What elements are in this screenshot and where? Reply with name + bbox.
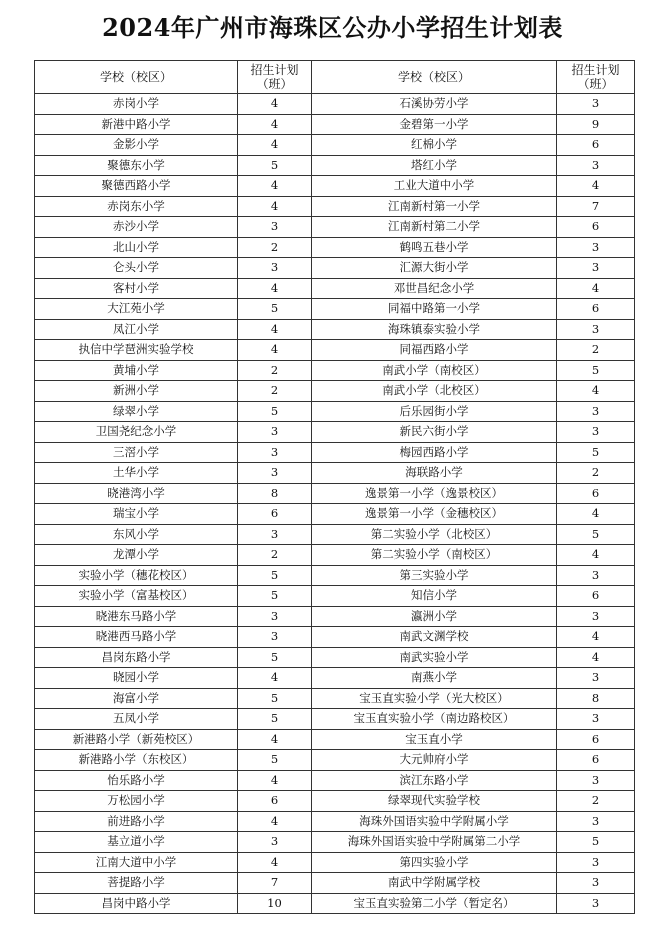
school-name-right: 海珠外国语实验中学附属第二小学 (312, 832, 557, 853)
page-title: 2024年广州市海珠区公办小学招生计划表 (102, 13, 563, 42)
plan-count-left: 6 (238, 791, 312, 812)
school-name-right: 绿翠现代实验学校 (312, 791, 557, 812)
plan-count-right: 5 (557, 832, 635, 853)
plan-count-left: 2 (238, 381, 312, 402)
plan-count-left: 3 (238, 606, 312, 627)
plan-count-left: 7 (238, 873, 312, 894)
school-name-left: 前进路小学 (35, 811, 238, 832)
plan-count-right: 3 (557, 709, 635, 730)
school-name-left: 赤沙小学 (35, 217, 238, 238)
plan-count-right: 6 (557, 299, 635, 320)
plan-count-right: 4 (557, 176, 635, 197)
plan-count-left: 2 (238, 360, 312, 381)
school-name-right: 梅园西路小学 (312, 442, 557, 463)
plan-count-left: 4 (238, 319, 312, 340)
school-name-left: 五凤小学 (35, 709, 238, 730)
school-name-left: 三滘小学 (35, 442, 238, 463)
plan-count-left: 4 (238, 135, 312, 156)
school-name-left: 晓港西马路小学 (35, 627, 238, 648)
plan-count-right: 2 (557, 340, 635, 361)
school-name-right: 第二实验小学（北校区） (312, 524, 557, 545)
plan-count-left: 3 (238, 217, 312, 238)
school-name-left: 绿翠小学 (35, 401, 238, 422)
plan-count-right: 3 (557, 94, 635, 115)
table-header-row (35, 61, 635, 94)
school-name-left: 执信中学琶洲实验学校 (35, 340, 238, 361)
table-row (35, 94, 635, 115)
plan-count-right: 3 (557, 565, 635, 586)
table-row (35, 483, 635, 504)
plan-count-right: 3 (557, 852, 635, 873)
school-name-left: 聚德西路小学 (35, 176, 238, 197)
plan-count-right: 3 (557, 770, 635, 791)
table-row (35, 893, 635, 914)
plan-count-right: 3 (557, 401, 635, 422)
school-name-right: 宝玉直实验小学（南边路校区） (312, 709, 557, 730)
plan-count-left: 3 (238, 832, 312, 853)
school-name-right: 金碧第一小学 (312, 114, 557, 135)
plan-count-left: 4 (238, 668, 312, 689)
school-name-right: 海珠镇泰实验小学 (312, 319, 557, 340)
table-row (35, 278, 635, 299)
plan-count-left: 5 (238, 401, 312, 422)
plan-count-left: 5 (238, 299, 312, 320)
school-name-right: 宝玉直实验第二小学（暂定名） (312, 893, 557, 914)
plan-count-left: 8 (238, 483, 312, 504)
school-name-left: 基立道小学 (35, 832, 238, 853)
school-name-left: 怡乐路小学 (35, 770, 238, 791)
table-row (35, 463, 635, 484)
plan-count-right: 4 (557, 278, 635, 299)
school-name-left: 聚德东小学 (35, 155, 238, 176)
header-plan-right-line1: 招生计划 (571, 63, 620, 77)
plan-count-left: 4 (238, 114, 312, 135)
table-row (35, 524, 635, 545)
school-name-right: 红棉小学 (312, 135, 557, 156)
school-name-right: 汇源大街小学 (312, 258, 557, 279)
plan-count-right: 4 (557, 504, 635, 525)
plan-count-left: 4 (238, 196, 312, 217)
school-name-right: 逸景第一小学（金穗校区） (312, 504, 557, 525)
table-row (35, 791, 635, 812)
plan-count-right: 6 (557, 750, 635, 771)
plan-count-right: 5 (557, 360, 635, 381)
plan-count-left: 3 (238, 463, 312, 484)
school-name-right: 海联路小学 (312, 463, 557, 484)
school-name-left: 新洲小学 (35, 381, 238, 402)
school-name-right: 第三实验小学 (312, 565, 557, 586)
plan-count-left: 3 (238, 258, 312, 279)
table-row (35, 709, 635, 730)
table-row (35, 565, 635, 586)
school-name-left: 新港路小学（东校区） (35, 750, 238, 771)
school-name-right: 南武文渊学校 (312, 627, 557, 648)
plan-count-right: 3 (557, 319, 635, 340)
school-name-right: 第二实验小学（南校区） (312, 545, 557, 566)
plan-count-left: 3 (238, 627, 312, 648)
school-name-right: 南燕小学 (312, 668, 557, 689)
plan-count-right: 5 (557, 524, 635, 545)
school-name-right: 南武实验小学 (312, 647, 557, 668)
school-name-left: 昌岗东路小学 (35, 647, 238, 668)
school-name-right: 同福西路小学 (312, 340, 557, 361)
school-name-left: 实验小学（穗花校区） (35, 565, 238, 586)
plan-count-right: 3 (557, 258, 635, 279)
school-name-right: 宝玉直小学 (312, 729, 557, 750)
school-name-right: 宝玉直实验小学（光大校区） (312, 688, 557, 709)
table-row (35, 360, 635, 381)
school-name-left: 晓港湾小学 (35, 483, 238, 504)
plan-count-right: 3 (557, 606, 635, 627)
plan-count-left: 2 (238, 545, 312, 566)
school-name-right: 南武小学（北校区） (312, 381, 557, 402)
plan-count-right: 2 (557, 463, 635, 484)
school-name-left: 赤岗东小学 (35, 196, 238, 217)
table-row (35, 688, 635, 709)
school-name-left: 北山小学 (35, 237, 238, 258)
school-name-right: 滨江东路小学 (312, 770, 557, 791)
plan-count-right: 6 (557, 217, 635, 238)
table-row (35, 422, 635, 443)
school-name-left: 龙潭小学 (35, 545, 238, 566)
school-name-right: 南武小学（南校区） (312, 360, 557, 381)
plan-count-left: 4 (238, 176, 312, 197)
school-name-right: 知信小学 (312, 586, 557, 607)
plan-count-left: 4 (238, 811, 312, 832)
plan-count-right: 5 (557, 442, 635, 463)
plan-count-right: 3 (557, 237, 635, 258)
school-name-left: 实验小学（富基校区） (35, 586, 238, 607)
plan-count-right: 3 (557, 668, 635, 689)
table-row (35, 176, 635, 197)
school-name-right: 鹤鸣五巷小学 (312, 237, 557, 258)
table-row (35, 729, 635, 750)
table-row (35, 811, 635, 832)
plan-count-right: 4 (557, 627, 635, 648)
plan-count-left: 6 (238, 504, 312, 525)
school-name-right: 瀛洲小学 (312, 606, 557, 627)
plan-count-right: 4 (557, 647, 635, 668)
school-name-right: 工业大道中小学 (312, 176, 557, 197)
table-row (35, 401, 635, 422)
school-name-right: 江南新村第二小学 (312, 217, 557, 238)
school-name-left: 赤岗小学 (35, 94, 238, 115)
school-name-right: 邓世昌纪念小学 (312, 278, 557, 299)
plan-count-left: 5 (238, 586, 312, 607)
school-name-right: 新民六街小学 (312, 422, 557, 443)
table-row (35, 770, 635, 791)
table-row (35, 586, 635, 607)
header-plan-left (238, 61, 312, 94)
school-name-left: 菩提路小学 (35, 873, 238, 894)
table-row (35, 852, 635, 873)
school-name-left: 晓园小学 (35, 668, 238, 689)
plan-count-right: 7 (557, 196, 635, 217)
plan-count-left: 3 (238, 442, 312, 463)
plan-count-right: 4 (557, 381, 635, 402)
table-row (35, 750, 635, 771)
plan-count-right: 6 (557, 135, 635, 156)
plan-count-left: 4 (238, 729, 312, 750)
school-name-left: 新港路小学（新苑校区） (35, 729, 238, 750)
table-row (35, 155, 635, 176)
header-school-left: 学校（校区） (35, 61, 238, 94)
header-plan-right (557, 61, 635, 94)
plan-count-left: 4 (238, 340, 312, 361)
school-name-left: 凤江小学 (35, 319, 238, 340)
school-name-left: 昌岗中路小学 (35, 893, 238, 914)
school-name-left: 土华小学 (35, 463, 238, 484)
school-name-right: 后乐园街小学 (312, 401, 557, 422)
school-name-left: 黄埔小学 (35, 360, 238, 381)
plan-count-right: 4 (557, 545, 635, 566)
table-row (35, 237, 635, 258)
header-plan-left-line2: （班） (256, 77, 293, 91)
plan-count-right: 3 (557, 811, 635, 832)
plan-count-left: 5 (238, 155, 312, 176)
school-name-right: 同福中路第一小学 (312, 299, 557, 320)
plan-count-right: 3 (557, 873, 635, 894)
table-row (35, 217, 635, 238)
school-name-left: 东风小学 (35, 524, 238, 545)
header-plan-right-line2: （班） (577, 77, 614, 91)
plan-count-left: 5 (238, 565, 312, 586)
plan-count-left: 4 (238, 852, 312, 873)
table-row (35, 196, 635, 217)
table-row (35, 114, 635, 135)
table-row (35, 504, 635, 525)
header-plan-left-line1: 招生计划 (250, 63, 299, 77)
table-row (35, 647, 635, 668)
plan-count-right: 6 (557, 586, 635, 607)
school-name-left: 金影小学 (35, 135, 238, 156)
school-name-left: 卫国尧纪念小学 (35, 422, 238, 443)
table-row (35, 381, 635, 402)
plan-count-left: 3 (238, 422, 312, 443)
header-school-right: 学校（校区） (312, 61, 557, 94)
enrollment-plan-table (34, 60, 635, 914)
table-row (35, 832, 635, 853)
school-name-left: 江南大道中小学 (35, 852, 238, 873)
table-row (35, 873, 635, 894)
plan-count-right: 6 (557, 483, 635, 504)
plan-count-left: 10 (238, 893, 312, 914)
plan-count-left: 5 (238, 750, 312, 771)
table-row (35, 545, 635, 566)
plan-count-left: 2 (238, 237, 312, 258)
plan-count-left: 3 (238, 524, 312, 545)
plan-count-right: 8 (557, 688, 635, 709)
table-row (35, 340, 635, 361)
school-name-right: 第四实验小学 (312, 852, 557, 873)
school-name-left: 客村小学 (35, 278, 238, 299)
school-name-right: 塔红小学 (312, 155, 557, 176)
plan-count-left: 5 (238, 688, 312, 709)
plan-count-left: 4 (238, 94, 312, 115)
plan-count-right: 9 (557, 114, 635, 135)
table-row (35, 606, 635, 627)
plan-count-left: 5 (238, 647, 312, 668)
plan-count-left: 4 (238, 278, 312, 299)
plan-count-left: 5 (238, 709, 312, 730)
table-row (35, 627, 635, 648)
table-row (35, 135, 635, 156)
plan-count-left: 4 (238, 770, 312, 791)
table-row (35, 668, 635, 689)
school-name-left: 新港中路小学 (35, 114, 238, 135)
school-name-right: 江南新村第一小学 (312, 196, 557, 217)
school-name-left: 晓港东马路小学 (35, 606, 238, 627)
school-name-left: 海富小学 (35, 688, 238, 709)
plan-count-right: 2 (557, 791, 635, 812)
school-name-right: 石溪协劳小学 (312, 94, 557, 115)
table-row (35, 258, 635, 279)
school-name-right: 南武中学附属学校 (312, 873, 557, 894)
school-name-right: 逸景第一小学（逸景校区） (312, 483, 557, 504)
school-name-left: 大江苑小学 (35, 299, 238, 320)
school-name-left: 瑞宝小学 (35, 504, 238, 525)
plan-count-right: 3 (557, 422, 635, 443)
plan-count-right: 3 (557, 893, 635, 914)
school-name-right: 大元帅府小学 (312, 750, 557, 771)
school-name-left: 万松园小学 (35, 791, 238, 812)
table-row (35, 442, 635, 463)
plan-count-right: 6 (557, 729, 635, 750)
school-name-right: 海珠外国语实验中学附属小学 (312, 811, 557, 832)
table-row (35, 299, 635, 320)
table-row (35, 319, 635, 340)
plan-count-right: 3 (557, 155, 635, 176)
school-name-left: 仑头小学 (35, 258, 238, 279)
